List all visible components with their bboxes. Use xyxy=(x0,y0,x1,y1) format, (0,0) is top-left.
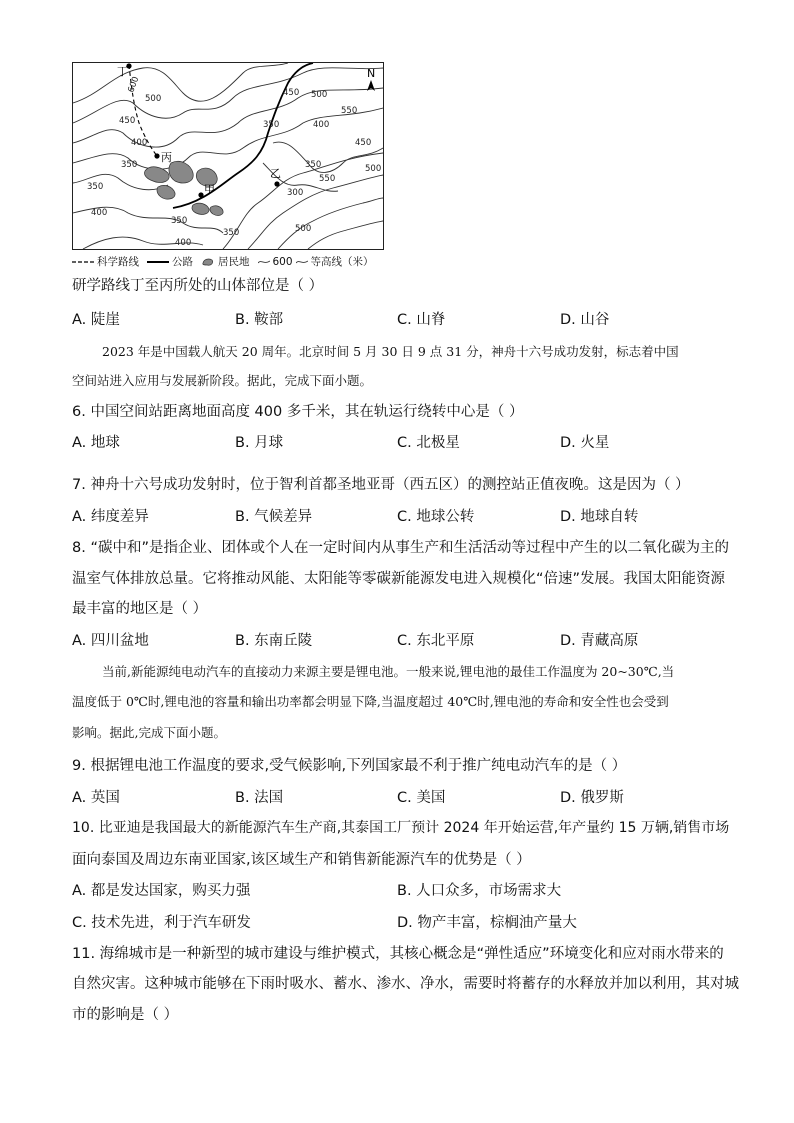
contour-line-icon xyxy=(296,258,308,266)
contour-label: 450 xyxy=(355,138,372,148)
contour-label: 350 xyxy=(87,182,104,192)
topographic-map xyxy=(72,62,384,250)
q7-option-a[interactable]: A. 纬度差异 xyxy=(72,509,149,525)
question-8-line-1: 8. “碳中和”是指企业、团体或个人在一定时间内从事生产和生活活动等过程中产生的以二氧化碳为主的 xyxy=(72,540,729,556)
legend-science-route xyxy=(72,254,139,269)
settlement-icon xyxy=(201,257,215,267)
contour-label: 350 xyxy=(121,160,138,170)
q10-option-c[interactable]: C. 技术先进，利于汽车研发 xyxy=(72,915,251,931)
contour-label: 550 xyxy=(319,174,336,184)
legend-label: 科学路线 xyxy=(97,256,139,268)
settlement xyxy=(157,185,175,199)
contour-label: 450 xyxy=(283,88,300,98)
q8-option-d[interactable]: D. 青藏高原 xyxy=(560,633,639,649)
question-8-line-3: 最丰富的地区是（ ） xyxy=(72,601,208,617)
question-10-line-1: 10. 比亚迪是我国最大的新能源汽车生产商,其泰国工厂预计 2024 年开始运营,年产量约 15 万辆,销售市场 xyxy=(72,820,730,836)
q6-option-c[interactable]: C. 北极星 xyxy=(397,435,460,451)
passage-2-line-1: 当前,新能源纯电动汽车的直接动力来源主要是锂电池。一般来说,锂电池的最佳工作温度为 20~30℃,当 xyxy=(102,664,675,679)
question-11-line-2: 自然灾害。这种城市能够在下雨时吸水、蓄水、渗水、净水，需要时将蓄存的水释放并加以利用，其对城 xyxy=(72,976,739,992)
question-11-line-3: 市的影响是（ ） xyxy=(72,1007,179,1023)
passage-2-line-2: 温度低于 0℃时,锂电池的容量和输出功率都会明显下降,当温度超过 40℃时,锂电池的寿命和安全性也会受到 xyxy=(72,694,669,709)
question-6-stem: 6. 中国空间站距离地面高度 400 多千米，其在轨运行绕转中心是（ ） xyxy=(72,404,524,420)
contour-label: 350 xyxy=(223,228,240,238)
q10-option-d[interactable]: D. 物产丰富，棕榈油产量大 xyxy=(397,915,577,931)
settlement xyxy=(210,206,223,216)
point-yi-dot xyxy=(274,181,279,186)
q6-option-b[interactable]: B. 月球 xyxy=(235,435,284,451)
question-11-line-1: 11. 海绵城市是一种新型的城市建设与维护模式，其核心概念是“弹性适应”环境变化和应对雨水带来的 xyxy=(72,946,724,962)
q8-option-c[interactable]: C. 东北平原 xyxy=(397,633,475,649)
contour-line xyxy=(308,221,383,249)
point-bing-dot xyxy=(154,153,159,158)
contour-label: 500 xyxy=(311,90,328,100)
q9-option-c[interactable]: C. 美国 xyxy=(397,790,446,806)
contour-label: 500 xyxy=(145,94,162,104)
contour-line xyxy=(248,175,383,249)
dashed-line-icon xyxy=(72,259,94,265)
contour-label: 600 xyxy=(126,75,142,95)
contour-label: 400 xyxy=(91,208,108,218)
contour-label: 450 xyxy=(119,116,136,126)
q5-option-c[interactable]: C. 山脊 xyxy=(397,312,446,328)
settlement xyxy=(169,161,193,183)
q6-option-a[interactable]: A. 地球 xyxy=(72,435,120,451)
question-8-line-2: 温室气体排放总量。它将推动风能、太阳能等零碳新能源发电进入规模化“倍速”发展。我国太阳能资源 xyxy=(72,571,726,587)
q9-option-b[interactable]: B. 法国 xyxy=(235,790,284,806)
contour-label: 350 xyxy=(305,160,322,170)
question-5-stem: 研学路线丁至丙所处的山体部位是（ ） xyxy=(72,278,324,294)
contour-label: 400 xyxy=(131,138,148,148)
contour-label: 350 xyxy=(171,216,188,226)
q7-option-d[interactable]: D. 地球自转 xyxy=(560,509,639,525)
legend-label: 等高线（米） xyxy=(310,256,374,268)
settlement xyxy=(192,203,209,214)
legend-label: 居民地 xyxy=(218,256,250,268)
q9-option-d[interactable]: D. 俄罗斯 xyxy=(560,790,624,806)
legend-road xyxy=(147,254,193,269)
contour-line-icon xyxy=(258,258,270,266)
contour-map-svg xyxy=(73,63,383,249)
point-jia-dot xyxy=(198,192,203,197)
legend-label: 公路 xyxy=(172,256,193,268)
q10-option-b[interactable]: B. 人口众多，市场需求大 xyxy=(397,883,562,899)
q7-option-c[interactable]: C. 地球公转 xyxy=(397,509,475,525)
contour-label: 400 xyxy=(175,238,192,248)
q9-option-a[interactable]: A. 英国 xyxy=(72,790,120,806)
question-9-stem: 9. 根据锂电池工作温度的要求,受气候影响,下列国家最不利于推广纯电动汽车的是（ ） xyxy=(72,758,627,774)
contour-line xyxy=(73,63,288,103)
point-label-jia: 甲 xyxy=(204,183,215,196)
passage-1-line-2: 空间站进入应用与发展新阶段。据此，完成下面小题。 xyxy=(72,373,373,388)
road-line-icon xyxy=(147,259,169,265)
contour-label: 300 xyxy=(287,188,304,198)
contour-label: 500 xyxy=(295,224,312,234)
point-label-yi: 乙 xyxy=(270,167,281,180)
q7-option-b[interactable]: B. 气候差异 xyxy=(235,509,313,525)
contour-label: 350 xyxy=(263,120,280,130)
contour-label: 400 xyxy=(313,120,330,130)
contour-label: 500 xyxy=(365,164,382,174)
question-7-stem: 7. 神舟十六号成功发射时，位于智利首都圣地亚哥（西五区）的测控站正值夜晚。这是因为（ ） xyxy=(72,477,690,493)
q5-option-a[interactable]: A. 陡崖 xyxy=(72,312,120,328)
q5-option-d[interactable]: D. 山谷 xyxy=(560,312,610,328)
q6-option-d[interactable]: D. 火星 xyxy=(560,435,610,451)
point-label-ding: 丁 xyxy=(117,65,128,78)
passage-1-line-1: 2023 年是中国载人航天 20 周年。北京时间 5 月 30 日 9 点 31 分，神舟十六号成功发射，标志着中国 xyxy=(102,344,679,359)
north-label: N xyxy=(367,67,376,80)
legend-contour xyxy=(258,254,374,269)
map-legend xyxy=(72,254,374,269)
legend-settlement xyxy=(201,254,250,269)
legend-contour-value: 600 xyxy=(272,255,293,268)
q8-option-b[interactable]: B. 东南丘陵 xyxy=(235,633,313,649)
road xyxy=(173,63,313,208)
point-label-bing: 丙 xyxy=(161,151,172,164)
contour-label: 550 xyxy=(341,106,358,116)
q10-option-a[interactable]: A. 都是发达国家，购买力强 xyxy=(72,883,251,899)
q8-option-a[interactable]: A. 四川盆地 xyxy=(72,633,149,649)
q5-option-b[interactable]: B. 鞍部 xyxy=(235,312,284,328)
question-10-line-2: 面向泰国及周边东南亚国家,该区域生产和销售新能源汽车的优势是（ ） xyxy=(72,852,531,868)
passage-2-line-3: 影响。据此,完成下面小题。 xyxy=(72,725,226,740)
